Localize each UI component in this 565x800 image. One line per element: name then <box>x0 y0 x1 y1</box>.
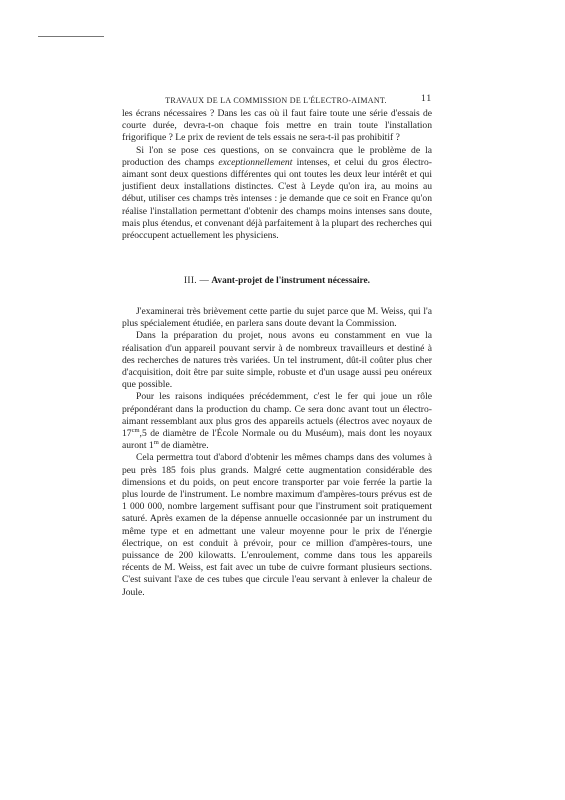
running-header: TRAVAUX DE LA COMMISSION DE L'ÉLECTRO-AIMANT. <box>165 96 387 105</box>
superscript: m <box>153 439 159 447</box>
paragraph: Cela permettra tout d'abord d'obtenir les mêmes champs dans des volumes à peu près 185 fois plus grands. Malgré cette augmentation considérable des dimensions et du poids, on peut encore transporter par voie ferrée la partie la plus lourde de l'instrument. Le nombre maximum d'ampères-tours prévus est de 1 000 000, nombre largement suffisant pour que l'instrument soit pratiquement saturé. Après examen de la dépense annuelle occasionnée par un instrument du même type et en admettant une valeur moyenne pour le prix de l'énergie électrique, on est conduit à prévoir, pour ce million d'ampères-tours, une puissance de 200 kilowatts. L'enroulement, comme dans tous les appareils récents de M. Weiss, est fait avec un tube de cuivre formant plusieurs sections. C'est suivant l'axe de ces tubes que circule l'eau servant à enlever la chaleur de Joule. <box>122 452 432 598</box>
section-number: III. — <box>184 276 210 286</box>
section-title: Avant-projet de l'instrument nécessaire. <box>211 276 370 286</box>
paragraph: Si l'on se pose ces questions, on se convaincra que le problème de la production des champs exceptionnellement intenses, et celui du gros électro-aimant sont deux questions différentes qui ont toutes les deux leur intérêt et qui justifient deux installations distinctes. C'est à Leyde qu'on ira, au moins au début, utiliser ces champs très intenses : je demande que ce soit en France qu'on réalise l'installation permettant d'obtenir des champs moins intenses sans doute, mais plus étendus, et convenant déjà parfaitement à la plupart des recherches qui préoccupent actuellement les physiciens. <box>122 144 432 242</box>
text-block-bottom <box>122 306 432 599</box>
text-block-top <box>122 108 432 242</box>
paragraph: les écrans nécessaires ? Dans les cas où il faut faire toute une série d'essais de courte durée, devra-t-on chaque fois mettre en train toute l'installation frigorifique ? Le prix de revient de tels essais ne sera-t-il pas prohibitif ? <box>122 108 432 144</box>
section-heading <box>122 276 432 286</box>
top-rule <box>38 36 104 37</box>
paragraph: Dans la préparation du projet, nous avons eu constamment en vue la réalisation d'un appareil pouvant servir à de nombreux travailleurs et destiné à des recherches de natures très variées. Un tel instrument, dût-il coûter plus cher d'acquisition, doit être par suite simple, robuste et d'un usage aussi peu onéreux que possible. <box>122 330 432 391</box>
emphasis: exceptionnellement <box>218 156 293 168</box>
paragraph: J'examinerai très brièvement cette partie du sujet parce que M. Weiss, qui l'a plus spécialement étudiée, en parlera sans doute devant la Commission. <box>122 306 432 330</box>
superscript: cm <box>131 426 140 434</box>
page-number: 11 <box>421 94 433 104</box>
paragraph: Pour les raisons indiquées précédemment, c'est le fer qui joue un rôle prépondérant dans la production du champ. Ce sera donc avant tout un électro-aimant ressemblant aux plus gros des appareils actuels (électros avec noyaux de $17^{cm},5$ de diamètre de l'École Normale ou du Muséum), mais dont les noyaux auront 1$^m$ de diamètre. <box>122 391 432 452</box>
